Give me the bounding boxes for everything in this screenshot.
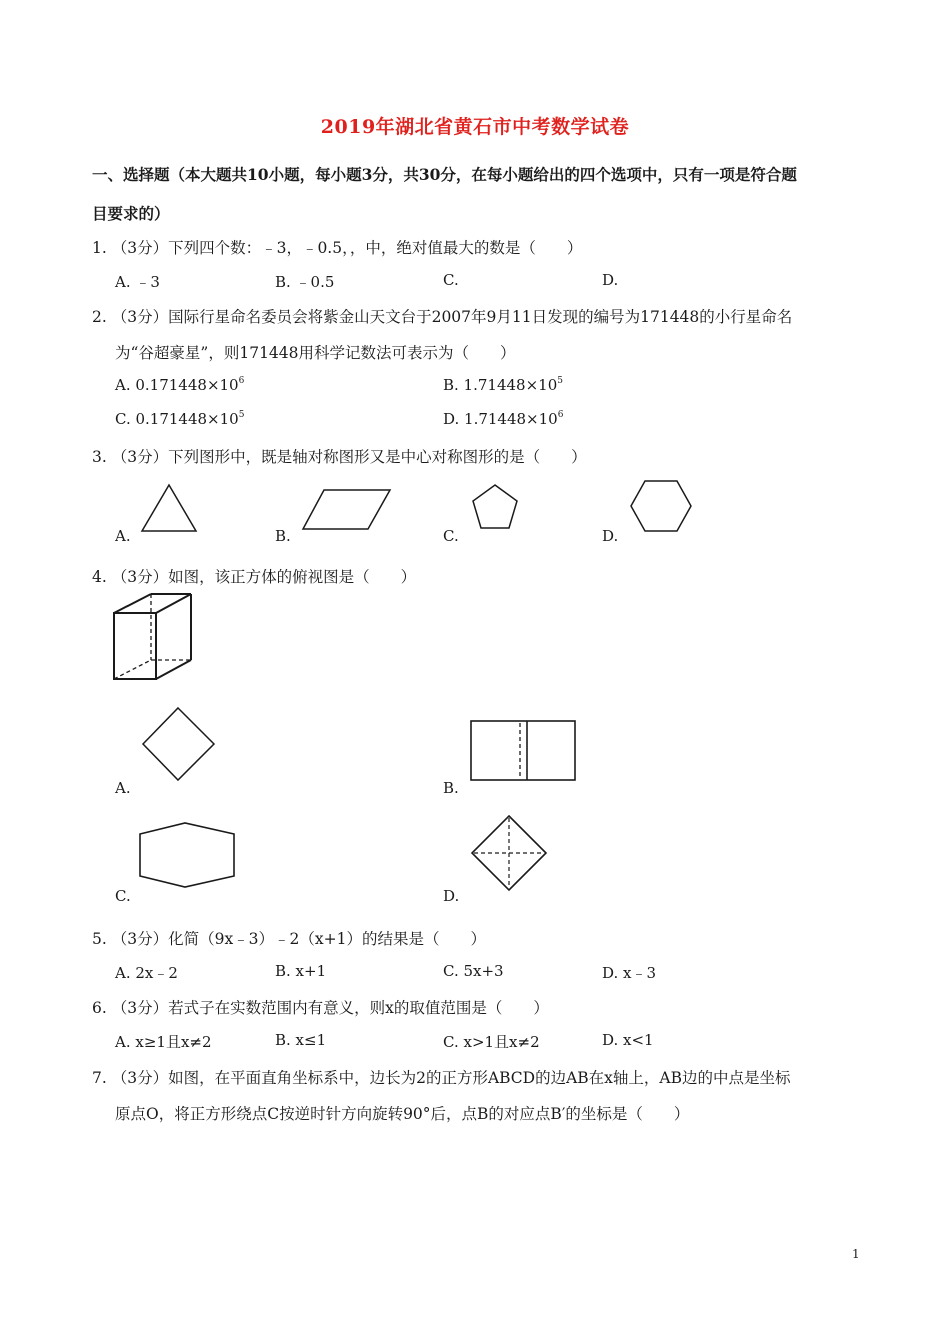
section-heading-line1: 一、选择题（本大题共10小题，每小题3分，共30分，在每小题给出的四个选项中，只有一项是符合题 bbox=[92, 165, 797, 184]
q5-option-c: C. 5x+3 bbox=[443, 962, 504, 980]
question-2-stem-cont: 为“谷超豪星”，则171448用科学记数法可表示为（ ） bbox=[115, 344, 516, 362]
pentagon-figure bbox=[469, 482, 521, 532]
q1-option-c: C. bbox=[443, 271, 459, 289]
q6-option-c: C. x>1且x≠2 bbox=[443, 1033, 540, 1051]
cube-figure bbox=[110, 590, 196, 685]
triangle-figure bbox=[138, 482, 200, 534]
q2-option-d: D. $1.71448\times 10^6$ bbox=[443, 410, 564, 428]
question-4-stem: 4. （3分）如图，该正方体的俯视图是（ ） bbox=[92, 568, 417, 586]
page-number: 1 bbox=[852, 1247, 860, 1261]
question-5-stem: 5. （3分）化简（9x﹣3）﹣2（x+1）的结果是（ ） bbox=[92, 930, 486, 948]
hexagon-figure bbox=[628, 478, 694, 534]
q2-option-a: A. $0.171448\times 10^6$ bbox=[115, 376, 245, 394]
question-2-stem: 2. （3分）国际行星命名委员会将紫金山天文台于2007年9月11日发现的编号为171448的小行星命名 bbox=[92, 308, 793, 326]
q5-option-a: A. 2x﹣2 bbox=[115, 964, 178, 982]
q4-option-d: D. bbox=[443, 887, 460, 905]
q3-option-a: A. bbox=[115, 527, 131, 545]
q3-option-d: D. bbox=[602, 527, 619, 545]
q1-option-b: B. ﹣0.5 bbox=[275, 273, 335, 291]
q4-option-c: C. bbox=[115, 887, 131, 905]
section-heading-line2: 目要求的） bbox=[92, 204, 170, 223]
q2-option-c: C. $0.171448\times 10^5$ bbox=[115, 410, 245, 428]
q1-option-a: A. ﹣3 bbox=[115, 273, 160, 291]
question-6-stem: 6. （3分）若式子在实数范围内有意义，则x的取值范围是（ ） bbox=[92, 999, 549, 1017]
diamond-figure bbox=[140, 705, 218, 783]
question-1-stem: 1. （3分）下列四个数：﹣3，﹣0.5，，中，绝对值最大的数是（ ） bbox=[92, 239, 583, 257]
q4-option-a: A. bbox=[115, 779, 131, 797]
elongated-hexagon-figure bbox=[137, 820, 241, 890]
q5-option-d: D. x﹣3 bbox=[602, 964, 657, 982]
rectangle-split-figure bbox=[468, 718, 578, 784]
diamond-dashed-cross-figure bbox=[469, 813, 549, 893]
q3-option-c: C. bbox=[443, 527, 459, 545]
parallelogram-figure bbox=[300, 487, 394, 533]
q1-option-d: D. bbox=[602, 271, 619, 289]
q4-option-b: B. bbox=[443, 779, 459, 797]
question-7-stem-cont: 原点O，将正方形绕点C按逆时针方向旋转90°后，点B的对应点B′的坐标是（ ） bbox=[115, 1105, 690, 1123]
q5-option-b: B. x+1 bbox=[275, 962, 327, 980]
question-7-stem: 7. （3分）如图，在平面直角坐标系中，边长为2的正方形ABCD的边AB在x轴上，AB边的中点是坐标 bbox=[92, 1069, 791, 1087]
page-title: 2019年湖北省黄石市中考数学试卷 bbox=[320, 116, 630, 138]
q6-option-d: D. x<1 bbox=[602, 1031, 654, 1049]
q6-option-a: A. x≥1且x≠2 bbox=[115, 1033, 212, 1051]
question-3-stem: 3. （3分）下列图形中，既是轴对称图形又是中心对称图形的是（ ） bbox=[92, 448, 587, 466]
q2-option-b: B. $1.71448\times 10^5$ bbox=[443, 376, 563, 394]
q3-option-b: B. bbox=[275, 527, 291, 545]
q6-option-b: B. x≤1 bbox=[275, 1031, 327, 1049]
